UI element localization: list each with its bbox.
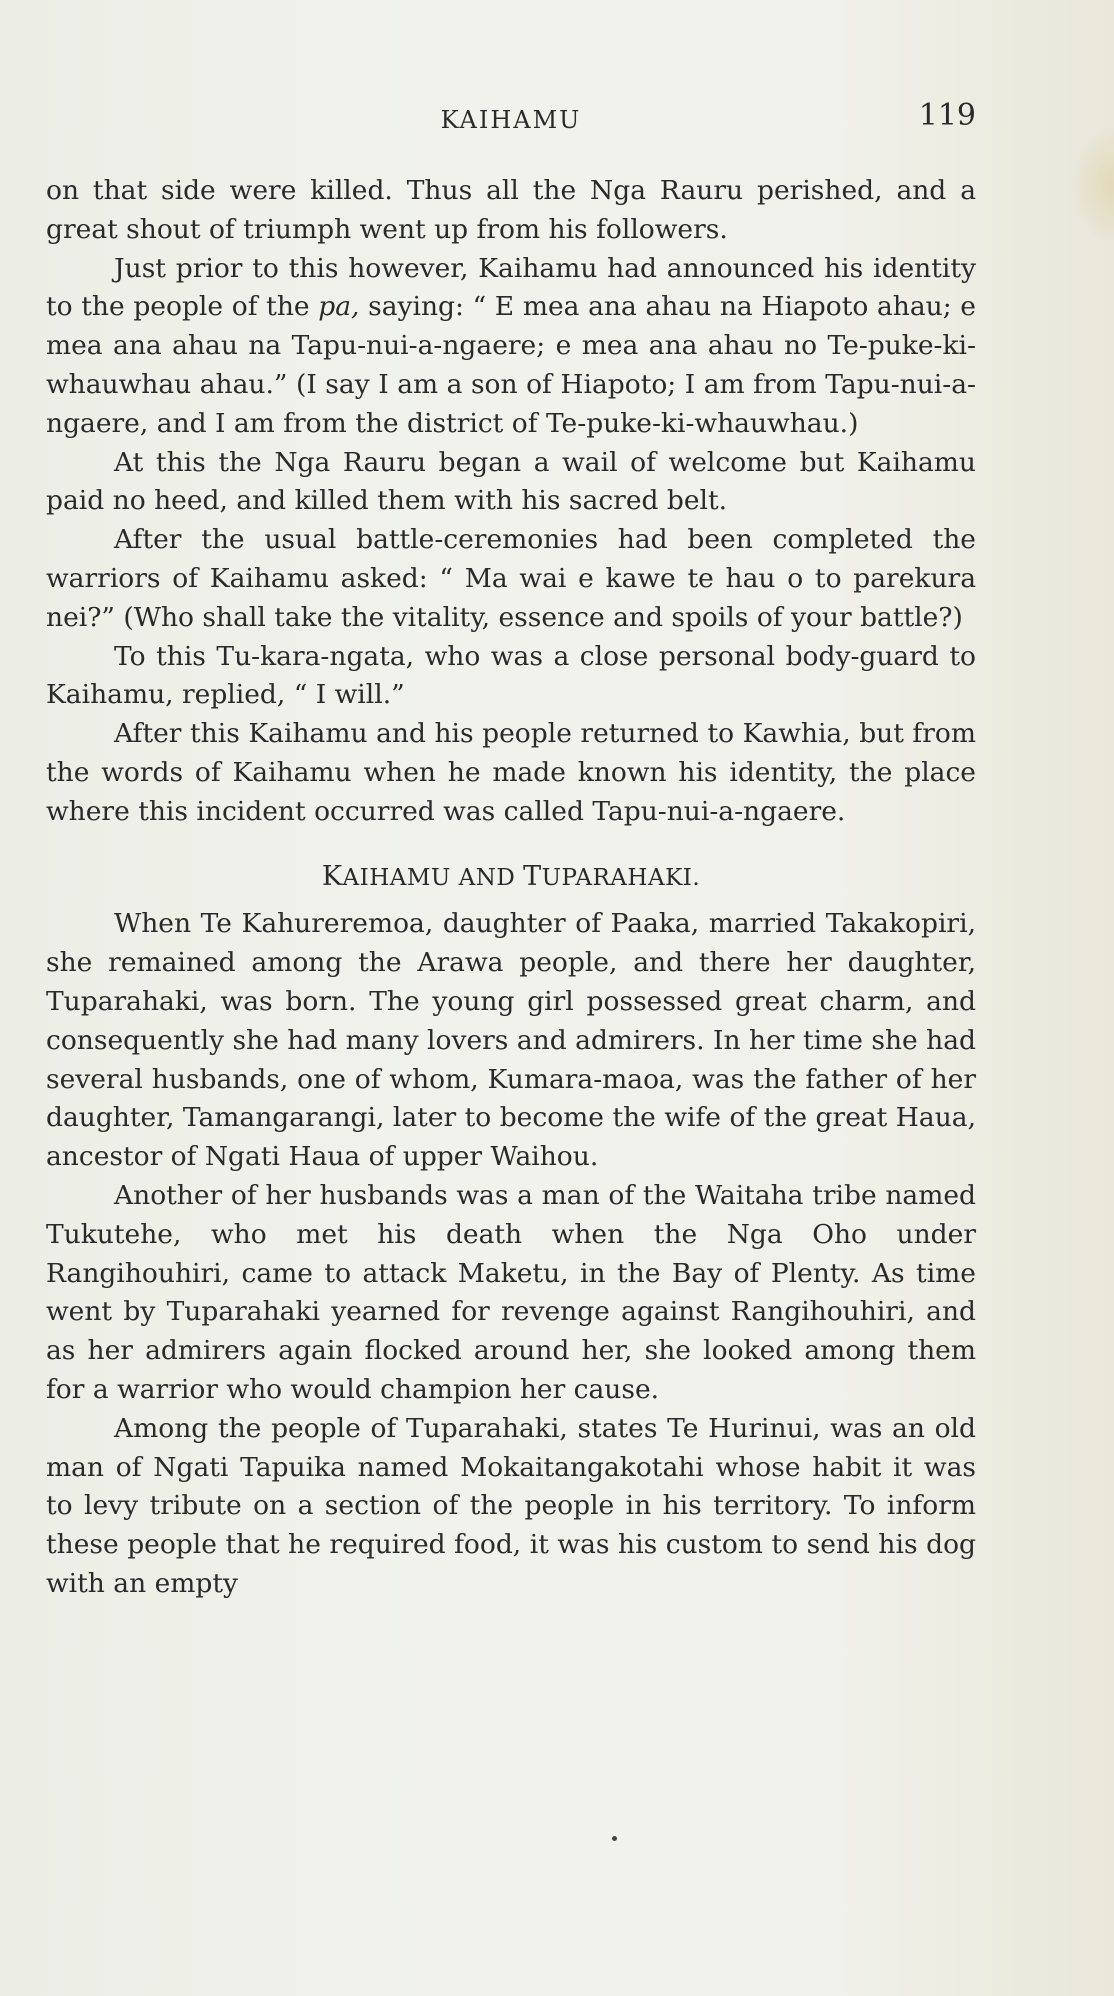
paper-stain — [1074, 130, 1114, 240]
paragraph: Another of her husbands was a man of the Waitaha tribe named Tukutehe, who met his death when the Nga Oho under Rangihouhiri, came to attack Maketu, in the Bay of Plenty. As time went by Tuparahaki yearned for revenge against Rangihouhiri, and as her admirers again flocked around her, she looked among them for a warrior who would champion her cause. — [46, 1179, 976, 1405]
paragraph: After this Kaihamu and his people returned to Kawhia, but from the words of Kaihamu when he made known his identity, the place where this incident occurred was called Tapu-nui-a-ngaere. — [46, 718, 976, 827]
heading-initial: T — [523, 860, 542, 892]
paragraph — [46, 250, 976, 444]
paragraph: After the usual battle-ceremonies had been completed the warriors of Kaihamu asked: “ Ma wai e kawe te hau o to parekura nei?” (Who shall take the vitality, essence and spoils of your battle?) — [46, 524, 976, 633]
heading-smallcaps: AIHAMU — [342, 864, 451, 891]
body-text — [46, 172, 976, 1604]
heading-initial: K — [321, 860, 343, 892]
section-heading — [46, 858, 976, 898]
heading-word: AND — [450, 864, 524, 891]
heading-smallcaps: UPARAHAKI. — [541, 864, 701, 891]
running-head: KAIHAMU — [440, 106, 582, 134]
page-number: 119 — [918, 98, 976, 133]
page-header — [46, 98, 976, 138]
paragraph: Among the people of Tuparahaki, states Te Hurinui, was an old man of Ngati Tapuika named Mokaitangakotahi whose habit it was to levy tribute on a section of the people in his territory. To inform these people that he required food, it was his custom to send his dog with an empty — [46, 1412, 976, 1599]
paragraph-text: saying: “ E mea ana ahau na Hiapoto ahau; e mea ana ahau na Tapu-nui-a-ngaere; e mea ana ahau no Te-puke-ki-whauwhau ahau.” (I say I am a son of Hiapoto; I am from Tapu-nui-a-ngaere, and I am from the district of Te-puke-ki-whauwhau.) — [46, 291, 976, 439]
paragraph-text: Just prior to this however, Kaihamu had announced his identity to the people of the — [46, 252, 976, 323]
paragraph: When Te Kahureremoa, daughter of Paaka, married Takakopiri, she remained among the Arawa people, and there her daughter, Tuparahaki, was born. The young girl possessed great charm, and consequently she had many lovers and admirers. In her time she had several husbands, one of whom, Kumara-maoa, was the father of her daughter, Tamangarangi, later to become the wife of the great Haua, ancestor of Ngati Haua of upper Waihou. — [46, 908, 976, 1173]
paragraph: At this the Nga Rauru began a wail of welcome but Kaihamu paid no heed, and killed them with his sacred belt. — [46, 446, 976, 517]
italic-term: pa, — [318, 291, 360, 323]
paragraph: on that side were killed. Thus all the Nga Rauru perished, and a great shout of triumph went up from his followers. — [46, 175, 976, 245]
paragraph: To this Tu-kara-ngata, who was a close personal body-guard to Kaihamu, replied, “ I will.” — [46, 640, 976, 711]
printing-speck — [612, 1836, 617, 1841]
